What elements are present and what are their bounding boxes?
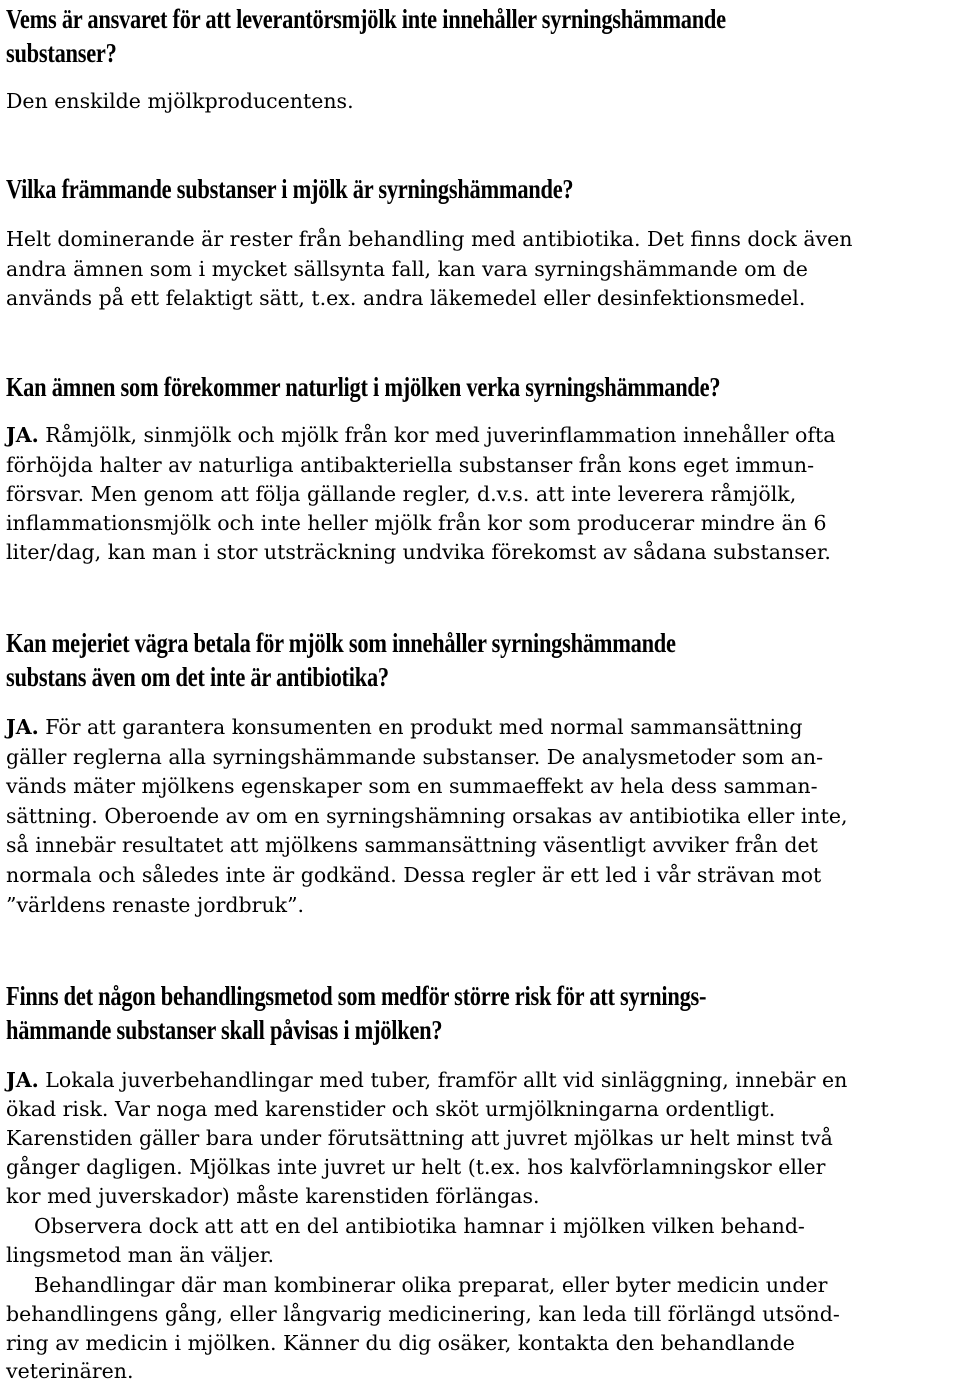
question-heading-line: substanser? — [6, 38, 117, 68]
answer-text-line: används på ett felaktigt sätt, t.ex. andra läkemedel eller desinfektionsmedel. — [6, 286, 806, 310]
answer-text-line: sättning. Oberoende av om en syrningshämning orsakas av antibiotika eller inte, — [6, 804, 848, 828]
answer-text-line: Den enskilde mjölkproducentens. — [6, 89, 354, 113]
answer-text-line: Observera dock att att en del antibiotika hamnar i mjölken vilken behand- — [34, 1214, 805, 1238]
answer-text: Råmjölk, sinmjölk och mjölk från kor med juverinflammation innehåller ofta — [45, 423, 836, 447]
answer-text-line: gånger dagligen. Mjölkas inte juvret ur helt (t.ex. hos kalvförlamningskor eller — [6, 1155, 826, 1179]
question-heading-line: Finns det någon behandlingsmetod som medför större risk för att syrnings- — [6, 981, 707, 1011]
answer-text-line: gäller reglerna alla syrningshämmande substanser. De analysmetoder som an- — [6, 745, 824, 769]
answer-text-line: kor med juverskador) måste karenstiden förlängas. — [6, 1184, 540, 1208]
answer-text-line: ring av medicin i mjölken. Känner du dig osäker, kontakta den behandlande — [6, 1331, 795, 1355]
answer-text-line: behandlingens gång, eller långvarig medicinering, kan leda till förlängd utsönd- — [6, 1302, 840, 1326]
answer-text-line — [6, 1065, 847, 1095]
answer-text-line: Helt dominerande är rester från behandling med antibiotika. Det finns dock även — [6, 227, 853, 251]
answer-text-line: liter/dag, kan man i stor utsträckning undvika förekomst av sådana substanser. — [6, 540, 831, 564]
answer-text-line: försvar. Men genom att följa gällande regler, d.v.s. att inte leverera råmjölk, — [6, 482, 797, 506]
question-heading-line: Kan mejeriet vägra betala för mjölk som innehåller syrningshämmande — [6, 628, 676, 658]
answer-text: För att garantera konsumenten en produkt med normal sammansättning — [45, 715, 803, 739]
answer-label: JA. — [6, 715, 39, 739]
answer-text-line: inflammationsmjölk och inte heller mjölk från kor som producerar mindre än 6 — [6, 511, 827, 535]
answer-text-line: ”världens renaste jordbruk”. — [6, 893, 305, 917]
answer-label: JA. — [6, 1068, 39, 1092]
answer-text-line: lingsmetod man än väljer. — [6, 1243, 274, 1267]
answer-text-line — [6, 712, 803, 742]
answer-text-line: veterinären. — [6, 1359, 134, 1383]
question-heading-line: hämmande substanser skall påvisas i mjölken? — [6, 1015, 443, 1045]
question-heading-line: Vilka främmande substanser i mjölk är syrningshämmande? — [6, 174, 574, 204]
question-heading-line: Kan ämnen som förekommer naturligt i mjölken verka syrningshämmande? — [6, 372, 721, 402]
answer-text-line: andra ämnen som i mycket sällsynta fall, kan vara syrningshämmande om de — [6, 257, 808, 281]
question-heading-line: Vems är ansvaret för att leverantörsmjölk inte innehåller syrningshämmande — [6, 4, 726, 34]
answer-text-line: ökad risk. Var noga med karenstider och sköt urmjölkningarna ordentligt. — [6, 1097, 776, 1121]
answer-text-line: normala och således inte är godkänd. Dessa regler är ett led i vår strävan mot — [6, 863, 822, 887]
answer-text-line: Karenstiden gäller bara under förutsättning att juvret mjölkas ur helt minst två — [6, 1126, 833, 1150]
answer-text-line: vänds mäter mjölkens egenskaper som en summaeffekt av hela dess samman- — [6, 774, 818, 798]
answer-text-line: så innebär resultatet att mjölkens sammansättning väsentligt avviker från det — [6, 833, 818, 857]
answer-text-line: förhöjda halter av naturliga antibakteriella substanser från kons eget immun- — [6, 453, 815, 477]
answer-text: Lokala juverbehandlingar med tuber, framför allt vid sinläggning, innebär en — [45, 1068, 848, 1092]
question-heading-line: substans även om det inte är antibiotika? — [6, 662, 389, 692]
answer-label: JA. — [6, 423, 39, 447]
answer-text-line: Behandlingar där man kombinerar olika preparat, eller byter medicin under — [34, 1273, 828, 1297]
answer-text-line — [6, 420, 835, 450]
